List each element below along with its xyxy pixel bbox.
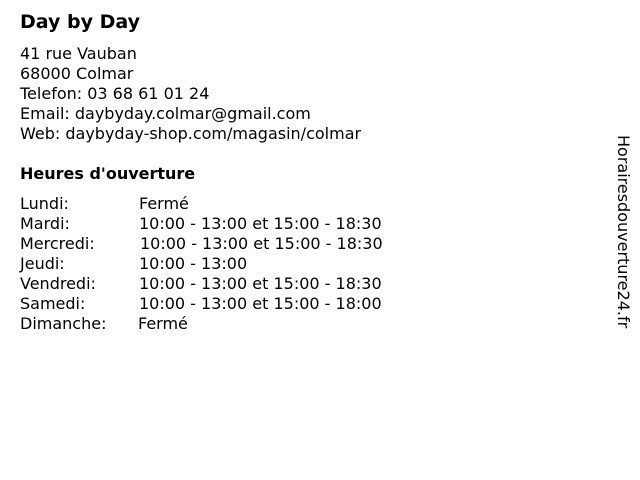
day-label: Dimanche: xyxy=(20,314,107,333)
site-watermark: Horairesdouverture24.fr xyxy=(614,135,633,329)
day-hours: 10:00 - 13:00 et 15:00 - 18:30 xyxy=(139,274,382,293)
day-label: Samedi: xyxy=(20,294,86,313)
address-block xyxy=(20,44,361,144)
postal-city: 68000 Colmar xyxy=(20,64,134,83)
day-label: Mercredi: xyxy=(20,234,95,253)
phone-line: Telefon: 03 68 61 01 24 xyxy=(20,84,210,103)
email-line: Email: daybyday.colmar@gmail.com xyxy=(20,104,311,123)
day-hours: 10:00 - 13:00 et 15:00 - 18:00 xyxy=(139,294,382,313)
day-hours: 10:00 - 13:00 xyxy=(139,254,248,273)
day-hours: Fermé xyxy=(139,194,189,213)
hours-heading: Heures d'ouverture xyxy=(20,164,196,183)
street-address: 41 rue Vauban xyxy=(20,44,137,63)
day-label: Lundi: xyxy=(20,194,69,213)
web-line: Web: daybyday-shop.com/magasin/colmar xyxy=(20,124,362,143)
day-hours: 10:00 - 13:00 et 15:00 - 18:30 xyxy=(139,214,382,233)
day-label: Jeudi: xyxy=(20,254,65,273)
day-label: Vendredi: xyxy=(20,274,96,293)
day-label: Mardi: xyxy=(20,214,70,233)
store-name: Day by Day xyxy=(20,11,141,33)
day-hours: Fermé xyxy=(138,314,188,333)
day-hours: 10:00 - 13:00 et 15:00 - 18:30 xyxy=(140,234,383,253)
